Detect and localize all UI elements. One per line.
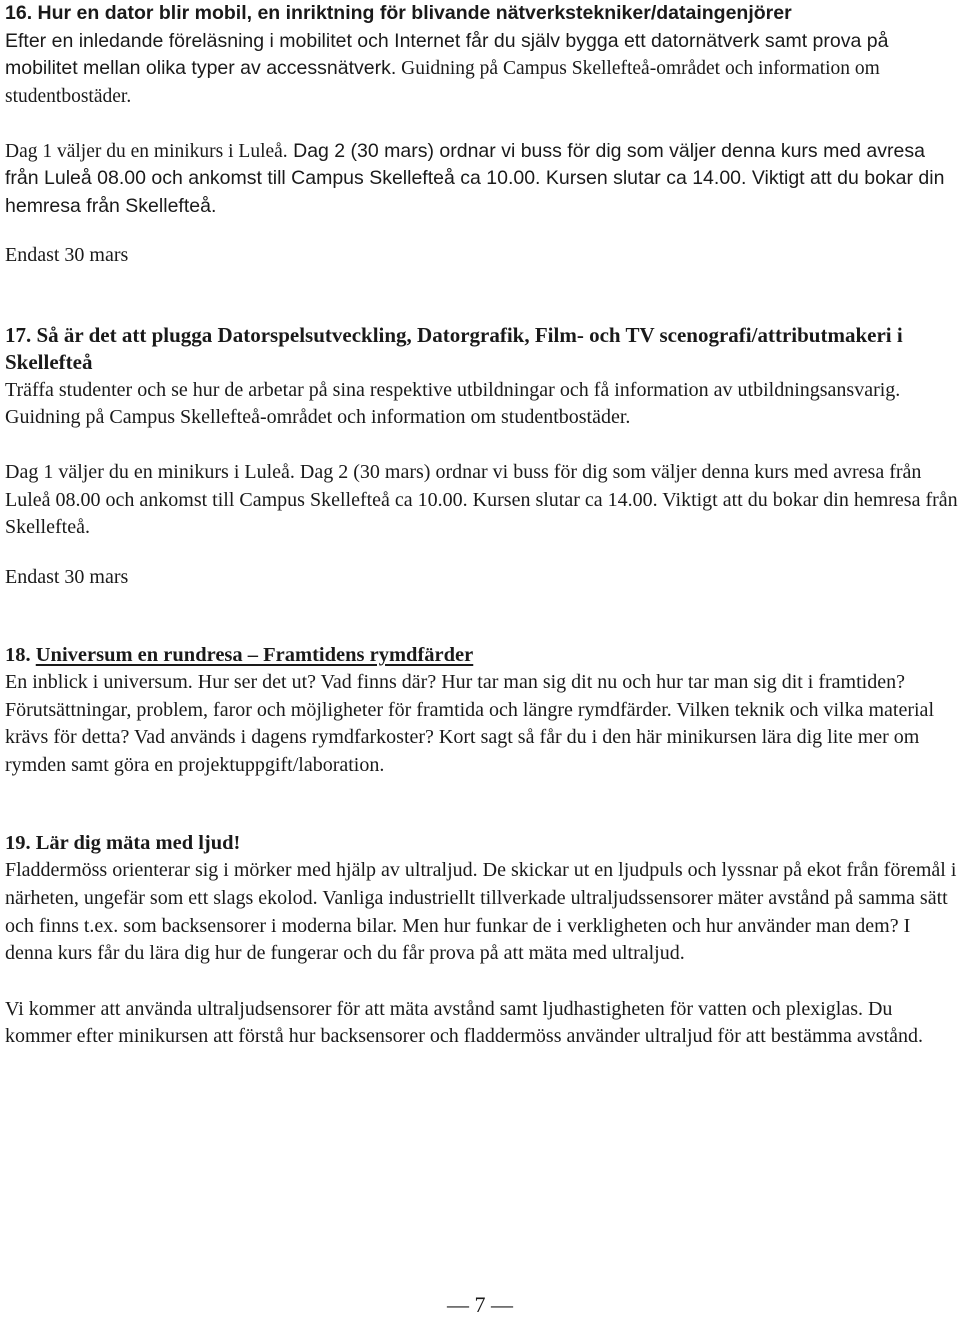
- section-16-p1-serif-text: Guidning på Campus Skellefteå-området och information om studentbostäder.: [5, 58, 880, 107]
- section-17: [5, 322, 960, 592]
- section-18-number: 18.: [5, 644, 31, 666]
- section-19-number: 19.: [5, 832, 31, 854]
- section-16-p2-text: Dag 2 (30 mars) ordnar vi buss för dig som väljer denna kurs med avresa från Luleå 08.00 och ankomst till Campus Skellefteå ca 10.00. Kursen slutar ca 14.00. Viktigt att du bokar din hemresa från Skellefteå.: [5, 139, 945, 217]
- section-19-paragraph-1: Fladdermöss orienterar sig i mörker med hjälp av ultraljud. De skickar ut en ljudpuls och lyssnar på ekot från föremål i närheten, ungefär som ett slags ekolod. Vanliga industriellt tillverkade ultraljudssensorer mäter avstånd på samma sätt och finns t.ex. som backsensorer i moderna bilar. Men hur funkar de i verkligheten och hur använder man dem? I denna kurs får du lära dig hur de fungerar och du får prova på att mäta med ultraljud.: [5, 859, 957, 965]
- document-page: [5, 0, 960, 1051]
- page-number: — 7 —: [447, 1292, 513, 1317]
- section-19-paragraph-2: Vi kommer att använda ultraljudsensorer för att mäta avstånd samt ljudhastigheten för vatten och plexiglas. Du kommer efter minikursen att förstå hur backsensorer och fladdermöss använder ultraljud för att bestämma avstånd.: [5, 997, 924, 1048]
- section-16-p1-text: Efter en inledande föreläsning i mobilitet och Internet får du själv bygga ett datornätverk samt prova på mobilitet mellan olika typer av accessnätverk.: [5, 29, 889, 79]
- section-16-heading: 16. Hur en dator blir mobil, en inriktning för blivande nätverkstekniker/dataingenjörer: [5, 2, 792, 24]
- section-18-title: Universum en rundresa – Framtidens rymdfärder: [35, 644, 474, 666]
- section-17-note: Endast 30 mars: [5, 565, 129, 588]
- section-16: [5, 0, 960, 270]
- section-19-heading: [5, 829, 960, 857]
- section-18: [5, 641, 960, 779]
- section-16-paragraph-1: [5, 28, 960, 111]
- section-16-note: Endast 30 mars: [5, 244, 129, 266]
- section-16-p2-serif-text: Dag 1 väljer du en minikurs i Luleå.: [5, 140, 288, 162]
- section-17-heading: 17. Så är det att plugga Datorspelsutveckling, Datorgrafik, Film- och TV scenografi/attributmakeri i Skellefteå: [5, 322, 903, 374]
- section-17-paragraph-2: Dag 1 väljer du en minikurs i Luleå. Dag 2 (30 mars) ordnar vi buss för dig som väljer denna kurs med avresa från Luleå 08.00 och ankomst till Campus Skellefteå ca 10.00. Kursen slutar ca 14.00. Viktigt att du bokar din hemresa från Skellefteå.: [5, 461, 958, 538]
- section-17-paragraph-1: Träffa studenter och se hur de arbetar på sina respektive utbildningar och få information av utbildningsansvarig. Guidning på Campus Skellefteå-området och information om studentbostäder.: [5, 378, 901, 428]
- section-18-heading: [5, 641, 960, 669]
- section-18-body: En inblick i universum. Hur ser det ut? Vad finns där? Hur tar man sig dit nu och hur tar man sig dit i framtiden? Förutsättningar, problem, faror och möjligheter för framtida och längre rymdfärder. Vilken teknik och vilka material krävs för detta? Vad används i dagens rymdfarkoster? Kort sagt så får du i den här minikursen lära dig lite mer om rymden samt göra en projektuppgift/laboration.: [5, 671, 934, 776]
- section-16-paragraph-2: [5, 138, 960, 221]
- section-19: [5, 829, 960, 1051]
- section-19-title: Lär dig mäta med ljud!: [35, 832, 241, 854]
